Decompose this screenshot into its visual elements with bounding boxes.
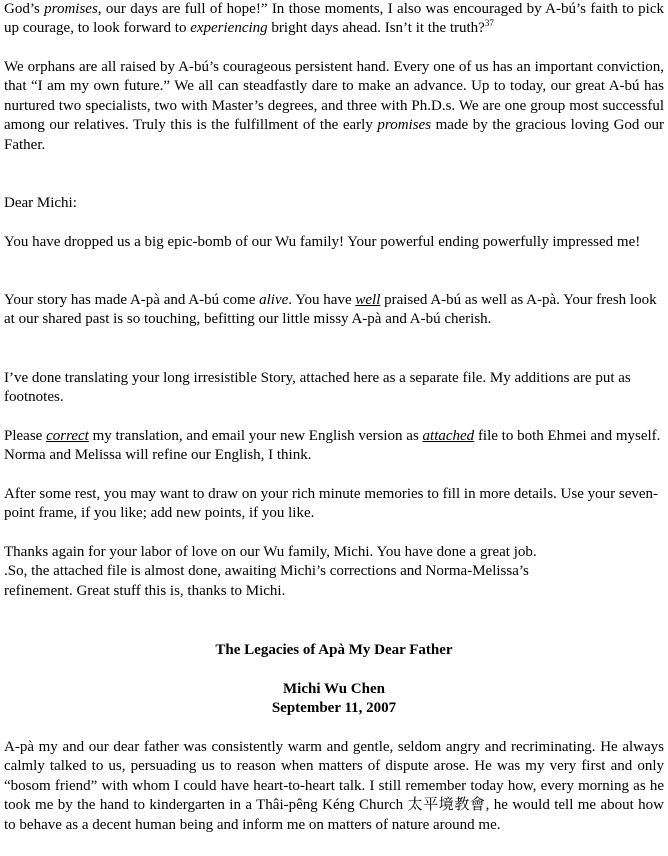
text-line: refinement. Great stuff this is, thanks to Michi.: [4, 582, 286, 599]
text-run: Your story has made A-pà and A-bú come: [4, 292, 260, 308]
text-line: .So, the attached file is almost done, awaiting Michi’s corrections and Norma-Melissa’s: [4, 563, 529, 580]
paragraph-orphans: [4, 58, 664, 155]
letter-greeting: Dear Michi:: [4, 195, 77, 211]
text-run: , our days are full of hope!” In those moments, I also was encouraged by A-bú’s faith to pick up courage, to look forward to: [4, 1, 664, 37]
essay-date: September 11, 2007: [271, 700, 397, 716]
text-line: Thanks again for your labor of love on our Wu family, Michi. You have done a great job.: [4, 544, 537, 560]
paragraph-father-memories: A-pà my and our dear father was consistently warm and gentle, seldom angry and recriminating. He always calmly talked to us, persuading us to reason when matters of dispute arose. He was my very first and only “bosom friend” with whom I could have heart-to-heart talk. I still remember today how, every morning as he took me by the hand to kindergarten in a Thâi-pêng Kéng Church 太平境教會, he would tell me about how to behave as a decent human being and inform me on matters of nature around me.: [4, 739, 664, 833]
paragraph-story-alive: [4, 291, 664, 330]
footnote-marker: 37: [484, 18, 494, 29]
emphasis-attached: attached: [422, 428, 475, 444]
text-run: made by the gracious loving God our Father.: [4, 117, 665, 153]
text-run: We orphans are all raised by A-bú’s courageous persistent hand. Every one of us has an important conviction, that “I am my own future.” We all can steadfastly dare to make an advance. Up to today, our great A-bú has nurtured two specialists, two with Master’s degrees, and three with Ph.D.s. We are one group most successful among our relatives. Truly this is the fulfillment of the early: [4, 59, 664, 134]
emphasis-alive: alive: [259, 292, 289, 308]
text-run: my translation, and email your new English version as: [88, 428, 423, 444]
paragraph-after-rest: After some rest, you may want to draw on your rich minute memories to fill in more details. Use your seven-point frame, if you like; add new points, if you like.: [4, 486, 659, 522]
emphasis-experiencing: experiencing: [190, 20, 268, 37]
paragraph-thanks-again: [4, 543, 664, 601]
emphasis-well: well: [355, 292, 381, 308]
emphasis-promises: promises: [377, 117, 432, 134]
essay-author: Michi Wu Chen: [283, 681, 385, 697]
paragraph-epic-bomb: You have dropped us a big epic-bomb of our Wu family! Your powerful ending powerfully impressed me!: [4, 234, 641, 250]
emphasis-promises: promises: [44, 1, 98, 17]
paragraph-translation-done: I’ve done translating your long irresistible Story, attached here as a separate file. My additions are put as footnotes.: [4, 370, 631, 406]
text-run: file to both Ehmei and myself. Norma and Melissa will refine our English, I think.: [4, 428, 661, 464]
paragraph-please-correct: [4, 427, 664, 466]
emphasis-correct: correct: [46, 428, 89, 444]
paragraph-promises-hope: [4, 0, 664, 39]
text-run: bright days ahead. Isn’t it the truth?: [267, 20, 485, 37]
text-run: Please: [4, 428, 47, 444]
text-run: God’s: [4, 1, 45, 17]
essay-title: The Legacies of Apà My Dear Father: [215, 642, 453, 658]
text-run: . You have: [288, 292, 356, 308]
text-run: praised A-bú as well as A-pà. Your fresh look at our shared past is so touching, befitting our little missy A-pà and A-bú cherish.: [4, 292, 657, 328]
